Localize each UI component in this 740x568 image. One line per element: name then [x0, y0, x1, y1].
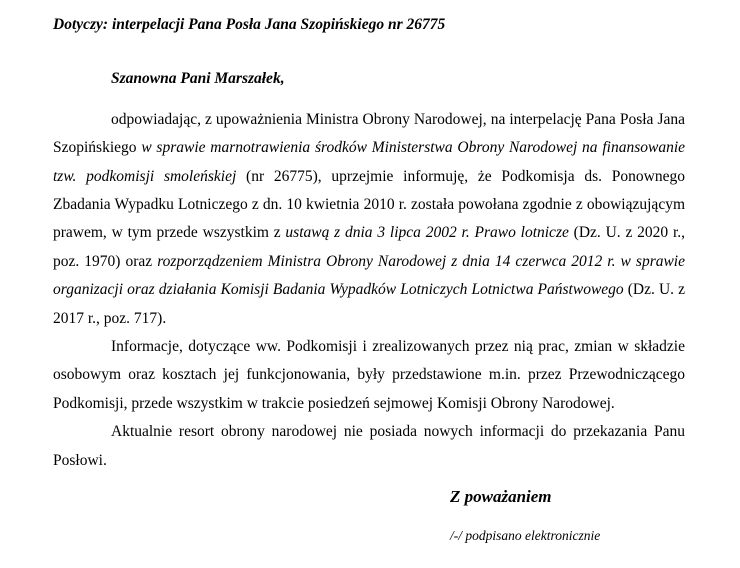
text-run: w sprawie marnotrawienia środków Ministerstwa Obrony Narodowej na finansowanie tzw. podkomisji smoleńskiej	[53, 139, 686, 185]
body-paragraph	[53, 333, 685, 418]
text-run: (Dz. U. z 2017 r., poz. 717).	[53, 281, 686, 327]
text-run: (nr 26775), uprzejmie informuję, że Podkomisja ds. Ponownego Zbadania Wypadku Lotniczego z dn. 10 kwietnia 2010 r. została powołana zgodnie z obowiązującym prawem, w tym przede wszystkim z	[53, 167, 685, 242]
text-run: Aktualnie resort obrony narodowej nie posiada nowych informacji do przekazania Panu Posłowi.	[53, 423, 685, 469]
text-run: ustawą z dnia 3 lipca 2002 r. Prawo lotnicze	[285, 224, 569, 242]
text-run: rozporządzeniem Ministra Obrony Narodowej z dnia 14 czerwca 2012 r. w sprawie organizacji oraz działania Komisji Badania Wypadków Lotniczych Lotnictwa Państwowego	[53, 252, 685, 299]
body-paragraph	[53, 418, 685, 475]
letter-body	[53, 106, 685, 475]
text-run: (Dz. U. z 2020 r., poz. 1970) oraz	[53, 224, 685, 270]
salutation: Szanowna Pani Marszałek,	[111, 70, 285, 88]
closing-block	[450, 483, 685, 545]
text-run: odpowiadając, z upoważnienia Ministra Obrony Narodowej, na interpelację Pana Posła Jana Szopińskiego	[53, 110, 685, 157]
signature-note: /-/ podpisano elektronicznie	[450, 527, 601, 543]
text-run: Informacje, dotyczące ww. Podkomisji i zrealizowanych przez nią prac, zmian w składzie osobowym oraz kosztach jej funkcjonowania, były przedstawione m.in. przez Przewodniczącego Podkomisji, przede wszystkim w trakcie posiedzeń sejmowej Komisji Obrony Narodowej.	[53, 338, 685, 412]
closing-phrase: Z poważaniem	[450, 487, 552, 507]
subject-line: Dotyczy: interpelacji Pana Posła Jana Szopińskiego nr 26775	[53, 16, 446, 33]
body-paragraph	[53, 106, 685, 333]
